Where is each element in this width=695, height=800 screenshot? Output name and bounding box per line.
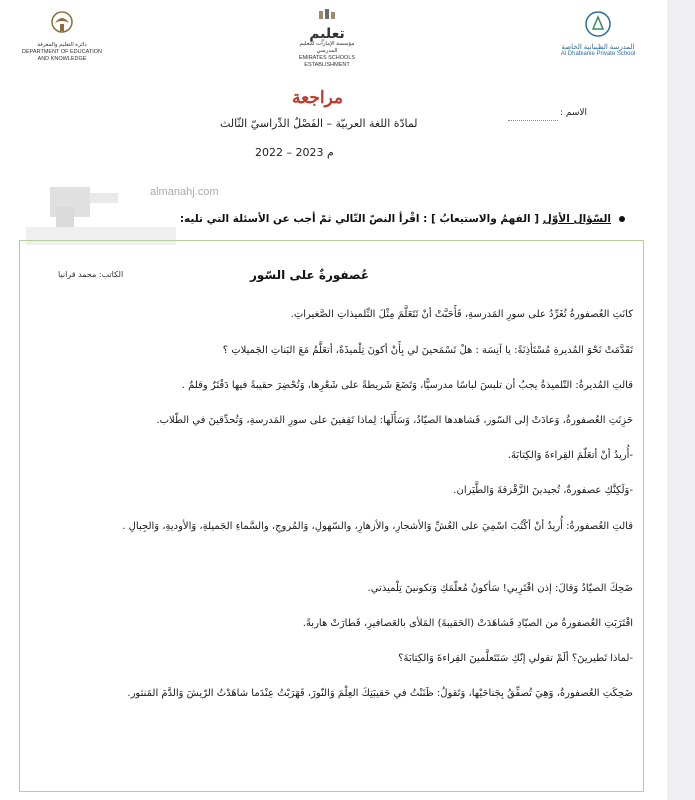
name-field-line: [508, 120, 558, 121]
ese-logo: [292, 8, 362, 69]
emblem-icon: [49, 10, 75, 36]
ese-logo-line-3: ESTABLISHMENT: [304, 62, 350, 68]
ese-logo-line-1: مؤسسة الإمارات للتعليم المدرسي: [299, 41, 355, 54]
paragraph-2: تَقَدَّمَتْ نَحْوَ المُديرةِ مُسْتَأذِنَةً: يا آنِسَة : هلْ تَسْمَحينَ لي بِأَنْ أكونَ تِلْميذَةً، أتعَلَّمُ مَعَ البَناتِ الجَميلاتِ ؟: [222, 345, 633, 356]
paragraph-7: قالتِ العُصفورةُ: أُريدُ أنْ أكْتُبَ اسْمِيَ على العُشِّ وَالأشجارِ، والأزهارِ، والسّهولِ، وَالمُروجِ، والسَّماءِ الجَميلةِ، وَالأوديةِ، وَالجِبالِ .: [122, 521, 633, 532]
doe-logo: [18, 10, 106, 63]
page-edge-strip: [667, 0, 695, 800]
paragraph-4: حَزِنَتِ العُصفورةُ، وَعادَتْ إلى السّور، فَشاهدها الصيّادُ، وَسَأَلَها: لِماذا تَقِفينَ على سورِ المَدرسةِ، وَتُحدِّقينَ في الطّلاب.: [156, 415, 633, 426]
watermark-site: almanahj.com: [150, 186, 219, 198]
school-logo: [548, 10, 648, 58]
doe-logo-line-3: AND KNOWLEDGE: [37, 56, 87, 62]
ese-logo-line-2: EMIRATES SCHOOLS: [298, 55, 356, 61]
doe-logo-line-1: دائرة التعليم والمعرفة: [37, 42, 87, 48]
paragraph-11: ضَحِكَتِ العُصفورةُ، وَهِيَ تُصفِّقُ بِجَناحَيْها، وَتَقولُ: ظَنَنْتُ في حَقيبَتِكَ العِلْمَ وَالنّورَ، فَهَرَبْتُ عِنْدَما شاهَدْتُ الرّيشَ وَالدَّمَ المَنثور.: [127, 688, 633, 699]
question-one-label: السّؤال الأوّل: [542, 213, 611, 225]
paragraph-1: كانَتِ العُصفورةُ تُغَرِّدُ على سورِ المَدرسةِ، فَأَحَبَّتْ أنْ تَتَعَلَّمَ مِثْلَ التِّلميذاتِ الصَّغيراتِ.: [290, 309, 633, 320]
paragraph-5: -أُريدُ أنْ أتعَلّمَ القِراءةَ وَالكِتابَةَ.: [507, 450, 633, 461]
paragraph-3: قالتِ المُديرةُ: التّلميذةُ يجبُ أن تلبسَ لباسًا مدرسيًّا، وَتَضَعَ شَريطةً على شَعْرِها، وَتُحْضِرَ حقيبةً فيها دَفْتَرٌ وقلمٌ .: [181, 380, 633, 391]
passage-author: الكاتب: محمد قرانيا: [58, 270, 124, 279]
school-emblem-icon: [584, 10, 612, 38]
name-label: الاسم :: [560, 108, 588, 118]
academic-year: 2022 – 2023 م: [255, 146, 334, 159]
bullet-icon: [619, 216, 625, 222]
paragraph-8: ضَحِكَ الصيّادُ وَقالَ: إذن اقْتَرِبي! سَأكونُ مُعلّمَكِ وَتكونينَ تِلْميذتي.: [367, 583, 633, 594]
paragraph-10: -لماذا تَطيرينَ؟ ألَمْ تقولي إنّكِ سَتَتَعلَّمينَ القِراءةَ وَالكِتابَةَ؟: [398, 653, 633, 664]
school-logo-line-1: المدرسة الظبيانية الخاصة: [561, 44, 635, 51]
question-one-instructions: [ الفهمُ والاستيعابُ ] : اقْرأ النصّ التّالي ثمّ أجب عن الأسئلة التي تليه:: [179, 213, 540, 225]
question-one-heading: [180, 213, 625, 225]
subject-line: لمادّة اللغة العربيّة – الفَصْلُ الدِّراسيّ الثّالث: [220, 117, 418, 130]
page-title: مراجعة: [292, 88, 344, 108]
ese-emblem-icon: [317, 9, 337, 21]
passage-title: عُصفورةٌ على السّور: [250, 268, 370, 282]
school-logo-line-2: Al Dhabianie Private School: [560, 51, 636, 57]
doe-logo-line-2: DEPARTMENT OF EDUCATION: [22, 49, 102, 55]
paragraph-9: اقْتَرَبَتِ العُصفورةُ من الصيّادِ فَشاهَدَتْ (الحَقيبةَ) المَلأى بالعَصافيرِ، فَطارَتْ هاربةً.: [302, 618, 633, 629]
ese-logo-title: تعليم: [309, 26, 345, 42]
paragraph-6: -وَلَكِنَّكِ عصفورةٌ، تُجيدينَ الزَّقْزقةَ وَالطَّيَران.: [453, 485, 633, 496]
